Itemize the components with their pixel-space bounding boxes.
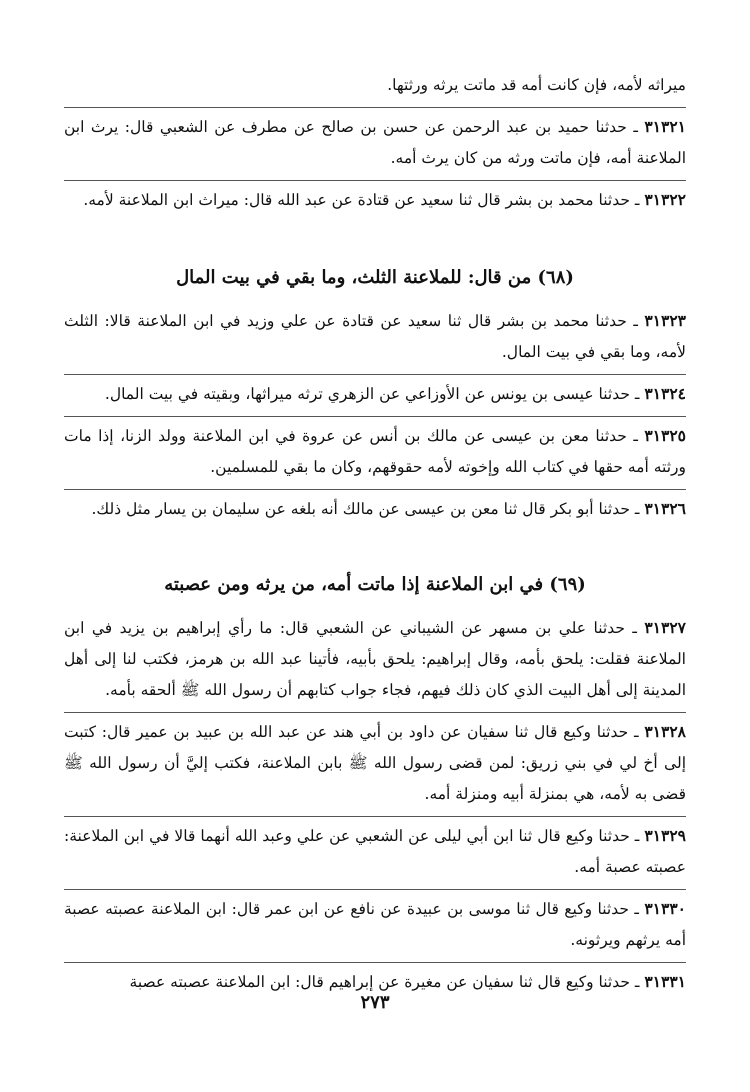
hadith-text: حدثنا معن بن عيسى عن مالك بن أنس عن عروة في ابن الملاعنة وولد الزنا، إذا مات ورثته أمه حقها في كتاب الله وإخوته لأمه حقوقهم، وكان ما بقي للمسلمين. <box>64 427 686 476</box>
hadith-text: حدثنا وكيع قال ثنا موسى بن عبيدة عن نافع عن ابن عمر قال: ابن الملاعنة عصبته عصبة أمه يرثهم ويرثونه. <box>64 900 686 949</box>
hadith-number: ٣١٣٢٢ <box>644 190 686 209</box>
hadith-entry: ٣١٣٢٤ ـ حدثنا عيسى بن يونس عن الأوزاعي عن الزهري ترثه ميراثها، وبقيته في بيت المال. <box>104 384 686 403</box>
hadith-entry: ٣١٣٣١ ـ حدثنا وكيع قال ثنا سفيان عن مغيرة عن إبراهيم قال: ابن الملاعنة عصبته عصبة <box>129 972 686 991</box>
entries-section-1 <box>64 107 686 220</box>
hadith-number: ٣١٣٢٩ <box>644 826 686 845</box>
hadith-entry: ٣١٣٢٦ ـ حدثنا أبو بكر قال ثنا معن بن عيسى عن مالك أنه بلغه عن سليمان بن يسار مثل ذلك. <box>91 499 686 518</box>
hadith-text: حدثنا حميد بن عبد الرحمن عن حسن بن صالح عن مطرف عن الشعبي قال: يرث ابن الملاعنة أمه، فإن ماتت ورثه من كان يرث أمه. <box>64 118 686 167</box>
hadith-text: حدثنا علي بن مسهر عن الشيباني عن الشعبي قال: ما رأي إبراهيم بن يزيد في ابن الملاعنة فقلت: يلحق بأمه، وقال إبراهيم: يلحق بأبيه، فأتينا عبد الله بن هرمز، فكتب لنا إلى أهل المدينة إلى أهل البيت الذي كان ذلك فيهم، فجاء جواب كتابهم أن رسول الله ﷺ ألحقه بأمه. <box>64 619 686 699</box>
hadith-entry: ٣١٣٣٠ ـ حدثنا وكيع قال ثنا موسى بن عبيدة عن نافع عن ابن عمر قال: ابن الملاعنة عصبته عصبة أمه يرثهم ويرثونه. <box>64 899 686 949</box>
continuation-text: ميراثه لأمه، فإن كانت أمه قد ماتت يرثه ورثتها. <box>387 76 686 94</box>
chapter-heading-68: (٦٨) من قال: للملاعنة الثلث، وما بقي في بيت المال <box>176 267 574 288</box>
hadith-text: حدثنا محمد بن بشر قال ثنا سعيد عن قتادة عن عبد الله قال: ميراث ابن الملاعنة لأمه. <box>83 191 630 209</box>
hadith-text: حدثنا محمد بن بشر قال ثنا سعيد عن قتادة عن علي وزيد في ابن الملاعنة قالا: الثلث لأمه، وما بقي في بيت المال. <box>64 312 686 361</box>
hadith-number: ٣١٣٢٧ <box>644 618 686 637</box>
hadith-number: ٣١٣٢١ <box>644 117 686 136</box>
hadith-entry: ٣١٣٢٥ ـ حدثنا معن بن عيسى عن مالك بن أنس عن عروة في ابن الملاعنة وولد الزنا، إذا مات ورثته أمه حقها في كتاب الله وإخوته لأمه حقوقهم، وكان ما بقي للمسلمين. <box>64 426 686 476</box>
hadith-text: حدثنا وكيع قال ثنا سفيان عن مغيرة عن إبراهيم قال: ابن الملاعنة عصبته عصبة <box>129 973 630 991</box>
page-number: ٢٧٣ <box>360 992 390 1013</box>
hadith-text: حدثنا عيسى بن يونس عن الأوزاعي عن الزهري ترثه ميراثها، وبقيته في بيت المال. <box>104 385 630 403</box>
hadith-number: ٣١٣٢٤ <box>644 384 686 403</box>
entries-section-3 <box>64 609 686 1002</box>
hadith-number: ٣١٣٢٦ <box>644 499 686 518</box>
hadith-number: ٣١٣٣٠ <box>644 899 686 918</box>
hadith-entry: ٣١٣٢١ ـ حدثنا حميد بن عبد الرحمن عن حسن بن صالح عن مطرف عن الشعبي قال: يرث ابن الملاعنة أمه، فإن ماتت ورثه من كان يرث أمه. <box>64 117 686 167</box>
hadith-text: حدثنا أبو بكر قال ثنا معن بن عيسى عن مالك أنه بلغه عن سليمان بن يسار مثل ذلك. <box>91 500 630 518</box>
hadith-entry: ٣١٣٢٧ ـ حدثنا علي بن مسهر عن الشيباني عن الشعبي قال: ما رأي إبراهيم بن يزيد في ابن الملاعنة فقلت: يلحق بأمه، وقال إبراهيم: يلحق بأبيه، فأتينا عبد الله بن هرمز، فكتب لنا إلى أهل المدينة إلى أهل البيت الذي كان ذلك فيهم، فجاء جواب كتابهم أن رسول الله ﷺ ألحقه بأمه. <box>64 618 686 699</box>
entries-section-2 <box>64 302 686 529</box>
hadith-number: ٣١٣٣١ <box>644 972 686 991</box>
hadith-number: ٣١٣٢٣ <box>644 311 686 330</box>
hadith-number: ٣١٣٢٨ <box>644 722 686 741</box>
hadith-entry: ٣١٣٢٣ ـ حدثنا محمد بن بشر قال ثنا سعيد عن قتادة عن علي وزيد في ابن الملاعنة قالا: الثلث لأمه، وما بقي في بيت المال. <box>64 311 686 361</box>
hadith-text: حدثنا وكيع قال ثنا سفيان عن داود بن أبي هند عن عبد الله بن عبيد بن عمير قال: كتبت إلى أخ لي في بني زريق: لمن قضى رسول الله ﷺ بابن الملاعنة، فكتب إليَّ أن رسول الله ﷺ قضى به لأمه، هي بمنزلة أبيه ومنزلة أمه. <box>64 723 686 803</box>
hadith-entry: ٣١٣٢٩ ـ حدثنا وكيع قال ثنا ابن أبي ليلى عن الشعبي عن علي وعبد الله أنهما قالا في ابن الملاعنة: عصبته عصبة أمه. <box>64 826 686 876</box>
hadith-entry: ٣١٣٢٢ ـ حدثنا محمد بن بشر قال ثنا سعيد عن قتادة عن عبد الله قال: ميراث ابن الملاعنة لأمه. <box>83 190 686 209</box>
hadith-number: ٣١٣٢٥ <box>644 426 686 445</box>
chapter-heading-69: (٦٩) في ابن الملاعنة إذا ماتت أمه، من يرثه ومن عصبته <box>164 574 586 595</box>
hadith-text: حدثنا وكيع قال ثنا ابن أبي ليلى عن الشعبي عن علي وعبد الله أنهما قالا في ابن الملاعنة: عصبته عصبة أمه. <box>64 827 686 876</box>
hadith-entry: ٣١٣٢٨ ـ حدثنا وكيع قال ثنا سفيان عن داود بن أبي هند عن عبد الله بن عبيد بن عمير قال: كتبت إلى أخ لي في بني زريق: لمن قضى رسول الله ﷺ بابن الملاعنة، فكتب إليَّ أن رسول الله ﷺ قضى به لأمه، هي بمنزلة أبيه ومنزلة أمه. <box>64 722 686 803</box>
